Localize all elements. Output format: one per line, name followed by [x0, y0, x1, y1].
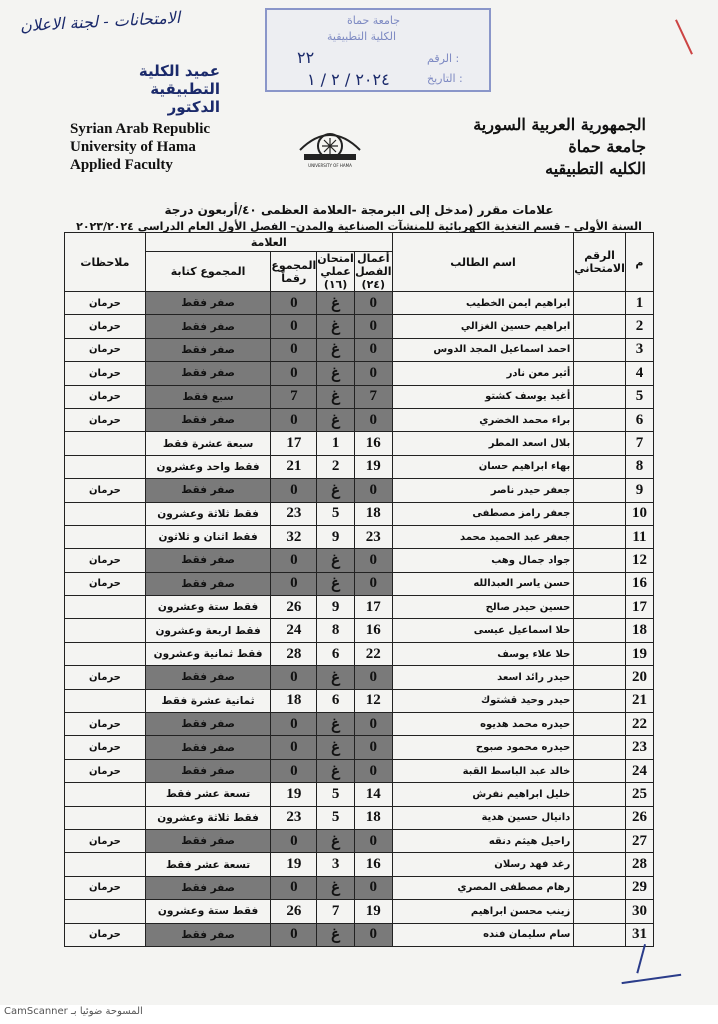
row-exam-mark: غ — [317, 736, 355, 759]
handwritten-note: الامتحانات - لجنة الاعلان — [19, 7, 181, 36]
row-total-num: 0 — [271, 362, 317, 385]
row-exam-id — [574, 900, 626, 923]
row-number: 5 — [625, 385, 653, 408]
row-exam-mark: 1 — [317, 432, 355, 455]
row-student-name: بلال اسعد المطر — [392, 432, 574, 455]
pen-mark — [675, 19, 693, 54]
row-exam-mark: غ — [317, 385, 355, 408]
row-notes: حرمان — [65, 829, 146, 852]
row-number: 4 — [625, 362, 653, 385]
table-row — [65, 525, 654, 548]
row-exam-mark: غ — [317, 479, 355, 502]
row-exam-id — [574, 315, 626, 338]
row-student-name: زينب محسن ابراهيم — [392, 900, 574, 923]
stamp-line2: الكلية التطبيقية — [327, 30, 397, 43]
row-exam-mark: 9 — [317, 596, 355, 619]
table-row — [65, 408, 654, 431]
row-student-name: جواد جمال وهب — [392, 549, 574, 572]
row-work-mark: 0 — [354, 829, 392, 852]
row-exam-mark: 7 — [317, 900, 355, 923]
row-total-num: 18 — [271, 689, 317, 712]
grades-table — [64, 232, 654, 947]
row-number: 9 — [625, 479, 653, 502]
seal-line2: الدكتور — [167, 98, 220, 116]
row-number: 26 — [625, 806, 653, 829]
row-work-mark: 0 — [354, 876, 392, 899]
row-student-name: راحيل هيثم دنقه — [392, 829, 574, 852]
row-work-mark: 18 — [354, 806, 392, 829]
col-mark-group-header: العلامة — [145, 233, 392, 252]
row-total-words: سبعة عشرة فقط — [145, 432, 270, 455]
row-number: 30 — [625, 900, 653, 923]
row-exam-id — [574, 876, 626, 899]
row-notes: حرمان — [65, 408, 146, 431]
row-total-words: فقط ستة وعشرون — [145, 900, 270, 923]
table-row — [65, 713, 654, 736]
row-exam-mark: غ — [317, 713, 355, 736]
row-total-words: صفر فقط — [145, 666, 270, 689]
row-total-words: صفر فقط — [145, 408, 270, 431]
row-total-num: 0 — [271, 666, 317, 689]
row-work-mark: 0 — [354, 572, 392, 595]
row-total-num: 7 — [271, 385, 317, 408]
row-exam-id — [574, 572, 626, 595]
header-ar-line3: الكليه التطبيقيه — [545, 159, 646, 178]
dean-seal — [70, 62, 220, 116]
row-total-words: صفر فقط — [145, 923, 270, 946]
row-exam-id — [574, 829, 626, 852]
row-student-name: براء محمد الخضري — [392, 408, 574, 431]
row-number: 21 — [625, 689, 653, 712]
row-total-num: 0 — [271, 923, 317, 946]
row-student-name: ابراهيم ايمن الخطيب — [392, 292, 574, 315]
row-exam-mark: 8 — [317, 619, 355, 642]
table-row — [65, 549, 654, 572]
row-exam-mark: غ — [317, 292, 355, 315]
row-student-name: سام سليمان فنده — [392, 923, 574, 946]
row-exam-mark: 2 — [317, 455, 355, 478]
row-total-num: 0 — [271, 736, 317, 759]
stamp-date-value: ٢٠٢٤ / ٢ / ١ — [307, 70, 390, 89]
document-subtitle: السنة الأولى – قسم التغذية الكهربائية للمنشآت الصناعية والمدن– الفصل الأول العام الدراسي ٢٠٢٣/٢٠٢٤ — [76, 220, 642, 233]
row-total-words: فقط اثنان و ثلاثون — [145, 525, 270, 548]
row-total-num: 0 — [271, 829, 317, 852]
row-notes: حرمان — [65, 713, 146, 736]
row-total-words: تسعة عشر فقط — [145, 783, 270, 806]
row-notes: حرمان — [65, 362, 146, 385]
row-total-num: 32 — [271, 525, 317, 548]
row-number: 27 — [625, 829, 653, 852]
row-exam-id — [574, 736, 626, 759]
col-name-header: اسم الطالب — [392, 233, 574, 292]
row-work-mark: 0 — [354, 338, 392, 361]
row-notes: حرمان — [65, 736, 146, 759]
row-notes — [65, 853, 146, 876]
row-number: 19 — [625, 642, 653, 665]
row-total-num: 0 — [271, 759, 317, 782]
row-work-mark: 17 — [354, 596, 392, 619]
row-notes: حرمان — [65, 338, 146, 361]
row-total-words: فقط ستة وعشرون — [145, 596, 270, 619]
row-exam-id — [574, 502, 626, 525]
table-row — [65, 596, 654, 619]
row-total-num: 0 — [271, 479, 317, 502]
row-work-mark: 12 — [354, 689, 392, 712]
row-total-words: صفر فقط — [145, 292, 270, 315]
row-student-name: خليل ابراهيم نفرش — [392, 783, 574, 806]
row-exam-id — [574, 338, 626, 361]
row-total-words: صفر فقط — [145, 315, 270, 338]
row-total-words: تسعة عشر فقط — [145, 853, 270, 876]
row-number: 22 — [625, 713, 653, 736]
row-notes — [65, 619, 146, 642]
row-work-mark: 7 — [354, 385, 392, 408]
table-row — [65, 338, 654, 361]
table-row — [65, 642, 654, 665]
row-student-name: حيدر وحيد قشتوك — [392, 689, 574, 712]
stamp-number-label: الرقم : — [427, 52, 460, 65]
row-exam-id — [574, 853, 626, 876]
table-row — [65, 455, 654, 478]
row-total-num: 0 — [271, 408, 317, 431]
row-student-name: بهاء ابراهيم حسان — [392, 455, 574, 478]
row-total-num: 24 — [271, 619, 317, 642]
row-number: 8 — [625, 455, 653, 478]
table-row — [65, 292, 654, 315]
row-work-mark: 0 — [354, 549, 392, 572]
row-notes — [65, 642, 146, 665]
table-row — [65, 783, 654, 806]
row-total-words: صفر فقط — [145, 479, 270, 502]
row-total-words: فقط اربعة وعشرون — [145, 619, 270, 642]
row-total-num: 0 — [271, 338, 317, 361]
row-number: 12 — [625, 549, 653, 572]
row-work-mark: 0 — [354, 666, 392, 689]
row-exam-id — [574, 642, 626, 665]
col-total-num-header: المجموع رقماً — [271, 252, 317, 292]
row-notes: حرمان — [65, 923, 146, 946]
row-number: 7 — [625, 432, 653, 455]
row-work-mark: 0 — [354, 408, 392, 431]
row-notes — [65, 596, 146, 619]
row-total-num: 0 — [271, 549, 317, 572]
row-number: 3 — [625, 338, 653, 361]
row-total-words: ثمانية عشرة فقط — [145, 689, 270, 712]
row-total-num: 26 — [271, 596, 317, 619]
row-student-name: ابراهيم حسين الغزالي — [392, 315, 574, 338]
row-number: 28 — [625, 853, 653, 876]
row-number: 20 — [625, 666, 653, 689]
stamp-line1: جامعة حماة — [347, 14, 401, 27]
row-exam-mark: غ — [317, 315, 355, 338]
row-total-words: فقط ثمانية وعشرون — [145, 642, 270, 665]
row-student-name: حسن ياسر العبدالله — [392, 572, 574, 595]
table-row — [65, 759, 654, 782]
row-notes: حرمان — [65, 666, 146, 689]
row-total-num: 28 — [271, 642, 317, 665]
row-work-mark: 0 — [354, 479, 392, 502]
row-total-words: صفر فقط — [145, 713, 270, 736]
table-row — [65, 619, 654, 642]
row-total-words: صفر فقط — [145, 759, 270, 782]
row-notes — [65, 455, 146, 478]
row-exam-mark: 9 — [317, 525, 355, 548]
row-number: 25 — [625, 783, 653, 806]
row-number: 10 — [625, 502, 653, 525]
grades-body — [65, 292, 654, 947]
row-exam-mark: 5 — [317, 806, 355, 829]
row-number: 1 — [625, 292, 653, 315]
row-exam-mark: غ — [317, 572, 355, 595]
row-number: 24 — [625, 759, 653, 782]
row-exam-id — [574, 666, 626, 689]
table-row — [65, 806, 654, 829]
col-total-words-header: المجموع كتابة — [145, 252, 270, 292]
row-exam-id — [574, 783, 626, 806]
row-student-name: حلا علاء يوسف — [392, 642, 574, 665]
row-exam-id — [574, 432, 626, 455]
row-student-name: أثير معن نادر — [392, 362, 574, 385]
row-student-name: جعفر حيدر ناصر — [392, 479, 574, 502]
row-work-mark: 22 — [354, 642, 392, 665]
row-exam-mark: غ — [317, 923, 355, 946]
row-total-words: صفر فقط — [145, 549, 270, 572]
row-total-num: 23 — [271, 502, 317, 525]
row-total-num: 19 — [271, 783, 317, 806]
row-notes — [65, 525, 146, 548]
row-exam-mark: غ — [317, 338, 355, 361]
row-total-num: 0 — [271, 876, 317, 899]
row-student-name: حلا اسماعيل عيسى — [392, 619, 574, 642]
row-work-mark: 0 — [354, 736, 392, 759]
table-row — [65, 479, 654, 502]
row-total-num: 26 — [271, 900, 317, 923]
table-row — [65, 502, 654, 525]
row-notes: حرمان — [65, 759, 146, 782]
row-work-mark: 16 — [354, 853, 392, 876]
table-row — [65, 666, 654, 689]
row-exam-id — [574, 713, 626, 736]
row-exam-mark: غ — [317, 408, 355, 431]
row-total-words: سبع فقط — [145, 385, 270, 408]
row-work-mark: 18 — [354, 502, 392, 525]
row-notes — [65, 432, 146, 455]
row-number: 23 — [625, 736, 653, 759]
col-notes-header: ملاحظات — [65, 233, 146, 292]
table-row — [65, 315, 654, 338]
stamp-date-label: التاريخ : — [427, 72, 463, 85]
seal-line1: عميد الكلية التطبيقية — [138, 62, 220, 98]
row-exam-mark: غ — [317, 666, 355, 689]
row-total-words: صفر فقط — [145, 362, 270, 385]
row-exam-id — [574, 385, 626, 408]
header-arabic — [473, 114, 646, 180]
row-number: 18 — [625, 619, 653, 642]
table-row — [65, 572, 654, 595]
logo-caption: UNIVERSITY OF HAMA — [308, 163, 352, 168]
header-row-1 — [65, 233, 654, 252]
table-row — [65, 689, 654, 712]
header-ar-line2: جامعة حماة — [568, 137, 646, 156]
row-notes — [65, 502, 146, 525]
row-work-mark: 0 — [354, 292, 392, 315]
row-number: 17 — [625, 596, 653, 619]
row-work-mark: 16 — [354, 619, 392, 642]
row-total-words: صفر فقط — [145, 876, 270, 899]
row-exam-id — [574, 806, 626, 829]
col-exam-header: امتحان عملي (١٦) — [317, 252, 354, 291]
row-exam-mark: غ — [317, 876, 355, 899]
row-student-name: رهام مصطفى المصري — [392, 876, 574, 899]
row-exam-mark: غ — [317, 362, 355, 385]
row-exam-mark: غ — [317, 759, 355, 782]
row-exam-id — [574, 525, 626, 548]
row-total-num: 21 — [271, 455, 317, 478]
row-notes: حرمان — [65, 876, 146, 899]
row-work-mark: 16 — [354, 432, 392, 455]
header-en-line1: Syrian Arab Republic — [70, 121, 211, 137]
row-total-words: صفر فقط — [145, 829, 270, 852]
row-total-words: صفر فقط — [145, 572, 270, 595]
row-work-mark: 23 — [354, 525, 392, 548]
row-exam-mark: غ — [317, 549, 355, 572]
row-number: 31 — [625, 923, 653, 946]
row-total-num: 0 — [271, 572, 317, 595]
row-work-mark: 0 — [354, 315, 392, 338]
row-exam-id — [574, 759, 626, 782]
header-ar-line1: الجمهورية العربية السورية — [473, 115, 646, 134]
table-row — [65, 736, 654, 759]
col-work-header: أعمال الفصل (٢٤) — [355, 252, 392, 291]
table-row — [65, 923, 654, 946]
row-notes: حرمان — [65, 549, 146, 572]
table-row — [65, 385, 654, 408]
university-logo — [290, 120, 370, 170]
row-notes: حرمان — [65, 315, 146, 338]
row-exam-mark: غ — [317, 829, 355, 852]
row-total-words: صفر فقط — [145, 338, 270, 361]
header-en-line3: Applied Faculty — [70, 157, 173, 173]
row-exam-mark: 5 — [317, 502, 355, 525]
col-exam-id-header: الرقم الامتحاني — [574, 233, 626, 292]
row-exam-id — [574, 455, 626, 478]
row-total-words: فقط ثلاثة وعشرون — [145, 806, 270, 829]
row-exam-id — [574, 292, 626, 315]
row-number: 6 — [625, 408, 653, 431]
row-total-num: 0 — [271, 292, 317, 315]
row-exam-id — [574, 549, 626, 572]
row-student-name: احمد اسماعيل المجد الدوس — [392, 338, 574, 361]
row-student-name: جعفر عبد الحميد محمد — [392, 525, 574, 548]
row-exam-mark: 5 — [317, 783, 355, 806]
row-notes: حرمان — [65, 572, 146, 595]
row-work-mark: 19 — [354, 455, 392, 478]
row-student-name: حيدر رائد اسعد — [392, 666, 574, 689]
row-total-num: 0 — [271, 713, 317, 736]
table-row — [65, 876, 654, 899]
col-m-header: م — [625, 233, 653, 292]
row-exam-id — [574, 689, 626, 712]
row-total-num: 17 — [271, 432, 317, 455]
row-exam-id — [574, 596, 626, 619]
row-number: 11 — [625, 525, 653, 548]
table-row — [65, 829, 654, 852]
table-row — [65, 362, 654, 385]
row-work-mark: 14 — [354, 783, 392, 806]
row-notes — [65, 783, 146, 806]
row-total-words: فقط ثلاثة وعشرون — [145, 502, 270, 525]
row-notes: حرمان — [65, 292, 146, 315]
row-total-words: صفر فقط — [145, 736, 270, 759]
row-student-name: حيدره محمد هديوه — [392, 713, 574, 736]
row-exam-id — [574, 923, 626, 946]
document-title: علامات مقرر (مدخل إلى البرمجة -العلامة العظمى ٤٠/أربعون درجة — [164, 203, 554, 217]
row-number: 2 — [625, 315, 653, 338]
row-notes — [65, 900, 146, 923]
incoming-stamp — [265, 8, 491, 92]
row-student-name: جعفر رامز مصطفى — [392, 502, 574, 525]
table-row — [65, 900, 654, 923]
row-work-mark: 0 — [354, 713, 392, 736]
row-exam-id — [574, 408, 626, 431]
row-exam-mark: 6 — [317, 689, 355, 712]
row-work-mark: 0 — [354, 923, 392, 946]
header-english — [70, 120, 210, 174]
row-notes — [65, 689, 146, 712]
row-student-name: حسين حيدر صالح — [392, 596, 574, 619]
row-number: 29 — [625, 876, 653, 899]
stamp-number-value: ٢٢ — [297, 48, 315, 67]
row-work-mark: 0 — [354, 759, 392, 782]
row-total-num: 23 — [271, 806, 317, 829]
table-row — [65, 432, 654, 455]
row-student-name: أغيد يوسف كشتو — [392, 385, 574, 408]
row-exam-id — [574, 362, 626, 385]
header-en-line2: University of Hama — [70, 139, 196, 155]
row-exam-id — [574, 479, 626, 502]
row-notes: حرمان — [65, 479, 146, 502]
row-exam-id — [574, 619, 626, 642]
row-exam-mark: 6 — [317, 642, 355, 665]
row-work-mark: 19 — [354, 900, 392, 923]
camscanner-watermark: CamScanner المسوحة ضوئيا بـ — [4, 1006, 143, 1017]
row-student-name: دانيال حسين هدية — [392, 806, 574, 829]
row-exam-mark: 3 — [317, 853, 355, 876]
row-work-mark: 0 — [354, 362, 392, 385]
row-notes — [65, 806, 146, 829]
row-total-words: فقط واحد وعشرون — [145, 455, 270, 478]
row-student-name: خالد عبد الباسط القبة — [392, 759, 574, 782]
row-total-num: 19 — [271, 853, 317, 876]
row-notes: حرمان — [65, 385, 146, 408]
table-row — [65, 853, 654, 876]
row-number: 16 — [625, 572, 653, 595]
row-student-name: حيدره محمود صبوح — [392, 736, 574, 759]
row-total-num: 0 — [271, 315, 317, 338]
row-student-name: رغد فهد رسلان — [392, 853, 574, 876]
